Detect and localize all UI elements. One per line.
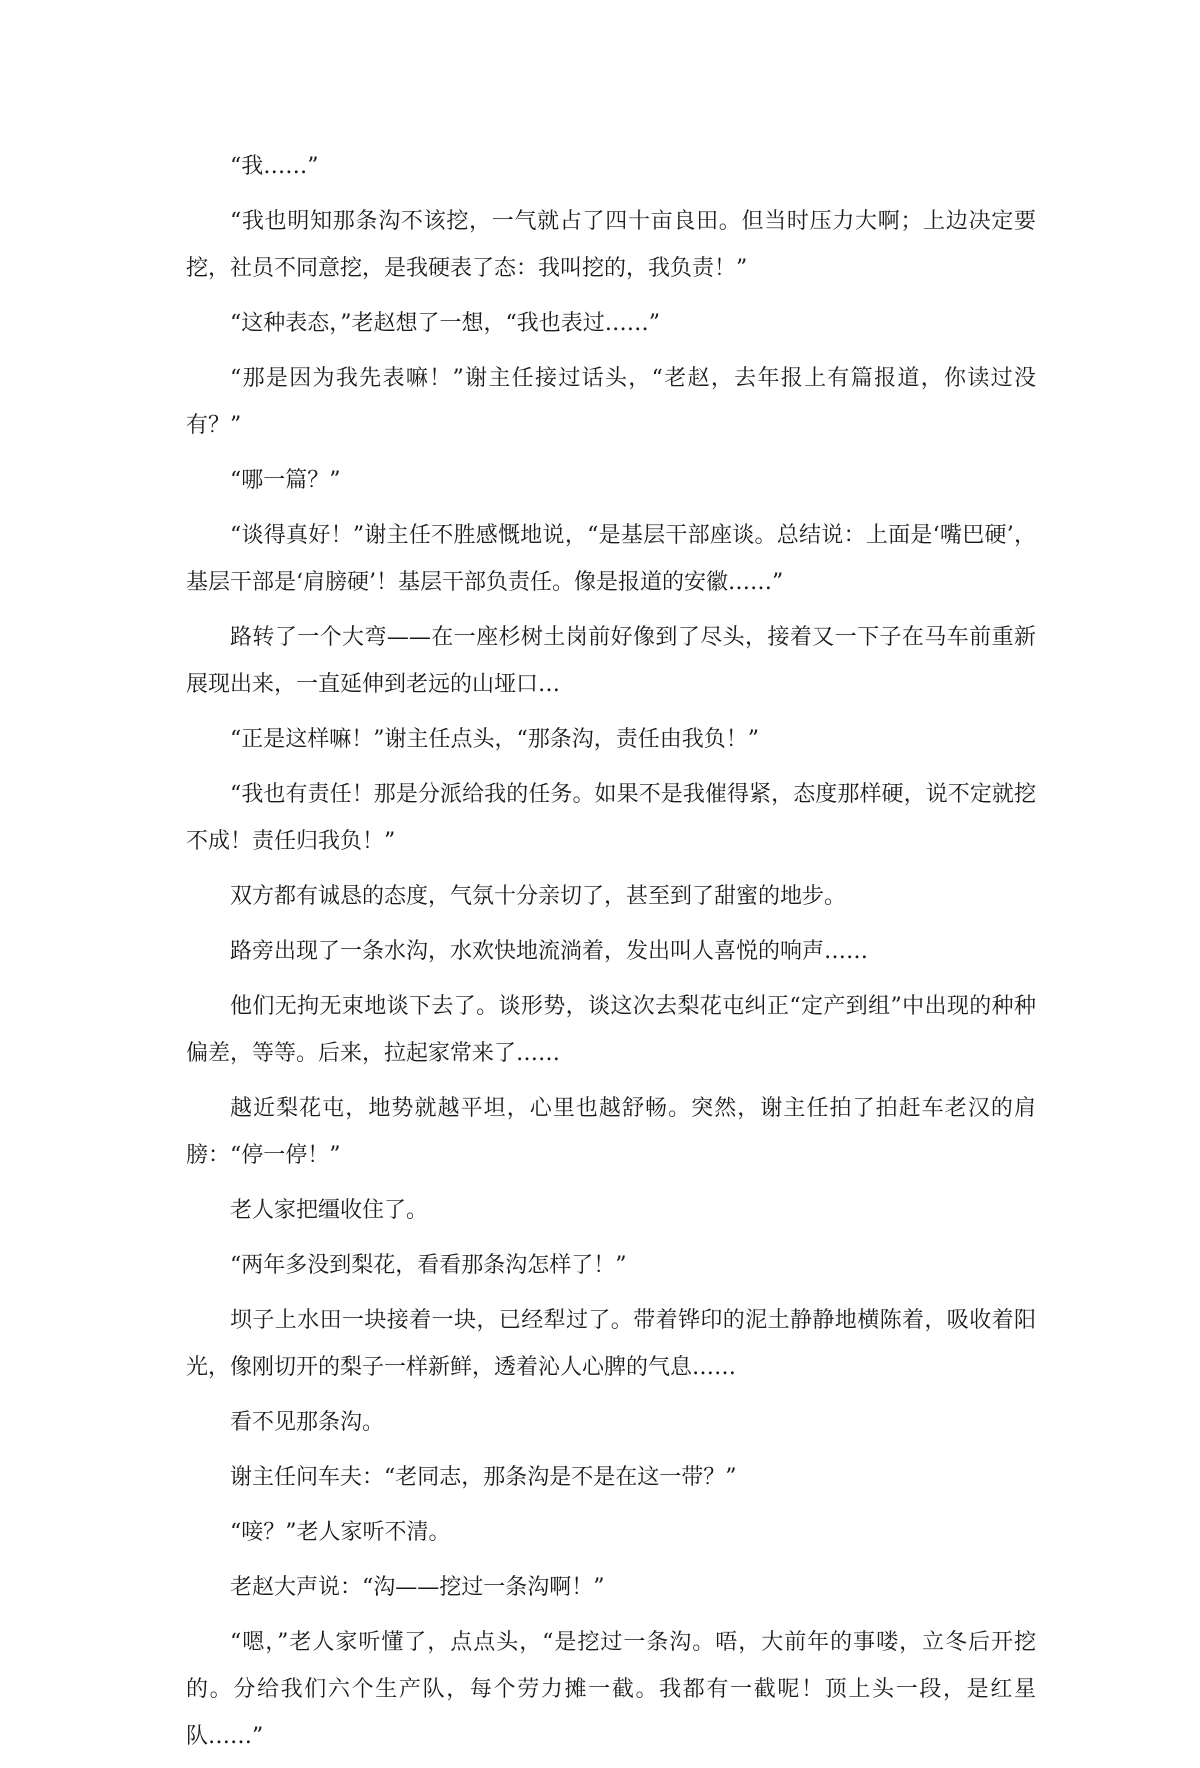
paragraph: “唼？”老人家听不清。 bbox=[230, 1520, 451, 1545]
paragraph: “嗯，”老人家听懂了，点点头，“是挖过一条沟。唔，大前年的事喽，立冬后开挖的。分给我们六个生产队，每个劳力摊一截。我都有一截呢！顶上头一段，是红星队……” bbox=[186, 1630, 1036, 1749]
paragraph: 老人家把缰收住了。 bbox=[230, 1198, 429, 1223]
paragraph: 路旁出现了一条水沟，水欢快地流淌着，发出叫人喜悦的响声…… bbox=[230, 939, 869, 964]
paragraph: “两年多没到梨花，看看那条沟怎样了！” bbox=[230, 1253, 627, 1278]
paragraph: 他们无拘无束地谈下去了。谈形势，谈这次去梨花屯纠正“定产到组”中出现的种种偏差，等等。后来，拉起家常来了…… bbox=[186, 994, 1036, 1066]
paragraph: “那是因为我先表嘛！”谢主任接过话头，“老赵，去年报上有篇报道，你读过没有？” bbox=[186, 366, 1036, 438]
paragraph: “我……” bbox=[230, 154, 319, 179]
paragraph: “正是这样嘛！”谢主任点头，“那条沟，责任由我负！” bbox=[230, 727, 759, 752]
paragraph: 越近梨花屯，地势就越平坦，心里也越舒畅。突然，谢主任拍了拍赶车老汉的肩膀：“停一停！” bbox=[186, 1096, 1036, 1168]
paragraph: 双方都有诚恳的态度，气氛十分亲切了，甚至到了甜蜜的地步。 bbox=[230, 884, 847, 909]
paragraph: 看不见那条沟。 bbox=[230, 1410, 385, 1435]
story-text bbox=[186, 143, 1036, 1768]
paragraph: “谈得真好！”谢主任不胜感慨地说，“是基层干部座谈。总结说：上面是‘嘴巴硬’，基层干部是‘肩膀硬’！基层干部负责任。像是报道的安徽……” bbox=[186, 523, 1036, 595]
paragraph: 老赵大声说：“沟——挖过一条沟啊！” bbox=[230, 1575, 605, 1600]
paragraph: “我也有责任！那是分派给我的任务。如果不是我催得紧，态度那样硬，说不定就挖不成！责任归我负！” bbox=[186, 782, 1036, 854]
paragraph: 谢主任问车夫：“老同志，那条沟是不是在这一带？” bbox=[230, 1465, 737, 1490]
paragraph: “哪一篇？” bbox=[230, 468, 341, 493]
paragraph: “我也明知那条沟不该挖，一气就占了四十亩良田。但当时压力大啊；上边决定要挖，社员不同意挖，是我硬表了态：我叫挖的，我负责！” bbox=[186, 209, 1036, 281]
paragraph: “这种表态，”老赵想了一想，“我也表过……” bbox=[230, 311, 660, 336]
paragraph: 路转了一个大弯——在一座杉树土岗前好像到了尽头，接着又一下子在马车前重新展现出来，一直延伸到老远的山垭口… bbox=[186, 625, 1036, 697]
paragraph: 坝子上水田一块接着一块，已经犁过了。带着铧印的泥土静静地横陈着，吸收着阳光，像刚切开的梨子一样新鲜，透着沁人心脾的气息…… bbox=[186, 1308, 1036, 1380]
